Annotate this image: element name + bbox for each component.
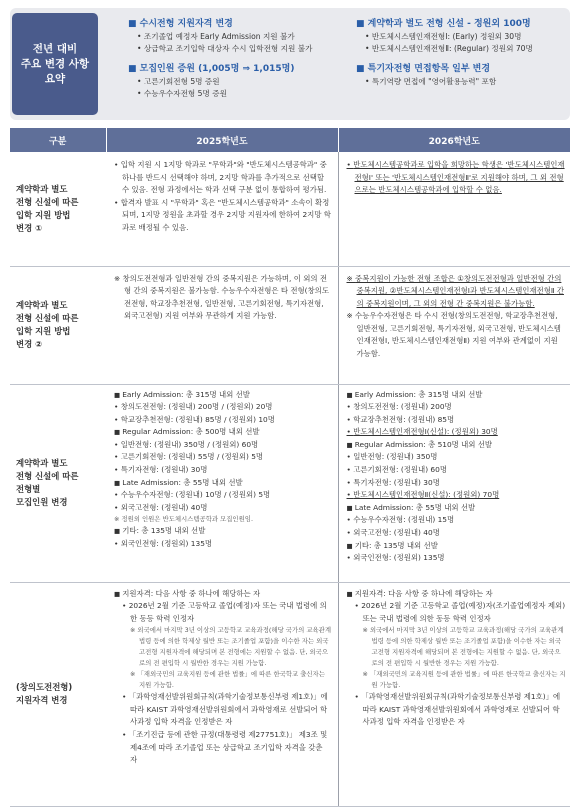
summary-item: • 조기졸업 예정자 Early Admission 지원 불가 [128, 31, 346, 43]
list-item: • 외국인전형: (정원외) 135명 [114, 538, 332, 551]
section-heading: ■ 기타: 총 135명 내외 선발 [347, 540, 567, 553]
summary-right-column [356, 18, 566, 96]
note-item: ※ 외국에서 마지막 3년 이상의 고등학교 교육과정(해당 국가의 교육관계 법령 등에 의한 학제상 월반 또는 조기졸업 포함)을 이수한 자는 외국고전형 지원자격에 해당되며 본 전형에는 지원할 수 없음. 단, 외국으로의 전 편입학 시 월반한 경우는 지원 가능함. [363, 625, 567, 669]
list-item: • 고른기회전형: (정원내) 60명 [347, 464, 567, 477]
note-item: ※ 중복지원이 가능한 전형 조합은 ①창의도전전형과 일반전형 간의 중복지원, ②반도체시스템인재전형Ⅰ과 반도체시스템인재전형Ⅱ 간의 중복지원이며, 그 외의 전형 간 중복지원은 불가능함. [347, 273, 567, 311]
summary-item: • 반도체시스템인재전형Ⅰ: (Early) 정원외 30명 [356, 31, 566, 43]
list-item: • 창의도전전형: (정원내) 200명 [347, 401, 567, 414]
note-item: ※ 창의도전전형과 일반전형 간의 중복지원은 가능하며, 이 외의 전형 간의 중복지원은 불가능함. 수능우수자전형은 타 전형(창의도전전형, 학교장추천전형, 일반전형, 고른기회전형, 특기자전형, 외국고전형) 지원 여부와 무관하게 지원 가능함. [114, 273, 332, 323]
list-item: • 반도체시스템공학과로 입학을 희망하는 학생은 '반도체시스템인재전형Ⅰ' 또는 '반도체시스템인재전형Ⅱ'로 지원해야 하며, 그 외 전형으로는 반도체시스템공학과에 입학할 수 없음. [347, 159, 567, 197]
note-item: ※ 외국에서 마지막 3년 이상의 고등학교 교육과정(해당 국가의 교육관계 법령 등에 의한 학제상 월반 또는 조기졸업 포함)을 이수한 자는 외국고전형 지원자격에 해당되며 본 전형에는 지원할 수 없음. 단, 외국으로의 전 편입학 시 월반한 경우는 지원 가능함. [130, 625, 332, 669]
list-item: • 입학 지원 시 1지망 학과로 "무학과"와 "반도체시스템공학과" 중 하나를 반드시 선택해야 하며, 2지망 학과를 추가적으로 선택할 수 있음. 전형 과정에서는 학과 선택 구분 없이 통합하여 평가됨. [114, 159, 332, 197]
table-row [10, 582, 570, 806]
section-heading: ■ Late Admission: 총 55명 내외 선발 [347, 502, 567, 515]
summary-group [356, 63, 566, 88]
list-item: • 일반전형: (정원내) 350명 [347, 451, 567, 464]
note-item: ※ 「재외국민의 교육지원 등에 관한 법률」에 따른 한국학교 출신자는 지원 가능함. [363, 669, 567, 691]
summary-item: • 반도체시스템인재전형Ⅱ: (Regular) 정원외 70명 [356, 43, 566, 55]
row-label: 계약학과 별도 전형 신설에 따른 전형별 모집인원 변경 [10, 384, 106, 582]
list-item: • 「과학영재선발위원회규칙(과학기술정보통신부령 제1호)」에 따라 KAIST 과학영재선발위원회에서 과학영재로 선발되어 학사과정 입학 자격을 인정받은 자 [355, 691, 567, 729]
list-item: • 수능우수자전형: (정원내) 15명 [347, 514, 567, 527]
section-heading: ■ 지원자격: 다음 사항 중 하나에 해당하는 자 [347, 588, 567, 601]
section-heading: ■ 기타: 총 135명 내외 선발 [114, 525, 332, 538]
summary-heading: ■ 계약학과 별도 전형 신설 - 정원외 100명 [356, 18, 566, 31]
cell-2025 [106, 152, 338, 266]
list-item: • 특기자전형: (정원내) 30명 [114, 464, 332, 477]
list-item: • 특기자전형: (정원내) 30명 [347, 477, 567, 490]
cell-2026 [338, 152, 570, 266]
summary-heading: ■ 특기자전형 면접항목 일부 변경 [356, 63, 566, 76]
list-item: • 일반전형: (정원내) 350명 / (정원외) 60명 [114, 439, 332, 452]
section-heading: ■ Late Admission: 총 55명 내외 선발 [114, 477, 332, 490]
list-item: • 외국고전형: (정원내) 40명 [114, 502, 332, 515]
summary-group [128, 63, 346, 100]
row-label: 계약학과 별도 전형 신설에 따른 입학 지원 방법 변경 ① [10, 152, 106, 266]
cell-2026 [338, 266, 570, 384]
note-item: ※ 정원외 인원은 반도체시스템공학과 모집인원임. [114, 514, 332, 525]
header-2026: 2026학년도 [338, 128, 570, 152]
note-item: ※ 수능우수자전형은 타 수시 전형(창의도전전형, 학교장추천전형, 일반전형, 고른기회전형, 특기자전형, 외국고전형, 반도체시스템인재전형Ⅰ, 반도체시스템인재전형Ⅱ) 지원 여부와 관계없이 지원 가능함. [347, 310, 567, 360]
list-item: • 학교장추천전형: (정원내) 85명 / (정원외) 10명 [114, 414, 332, 427]
list-item: • 외국인전형: (정원외) 135명 [347, 552, 567, 565]
note-item: ※ 「재외국민의 교육지원 등에 관한 법률」에 따른 한국학교 출신자는 지원 가능함. [130, 669, 332, 691]
list-item: • 합격자 발표 시 "무학과" 혹은 "반도체시스템공학과" 소속이 확정되며, 1지망 정원을 초과할 경우 2지망 지원자에 한하여 2지망 학과로 배정될 수 있음. [114, 197, 332, 235]
header-category: 구분 [10, 128, 106, 152]
list-item: • 「과학영재선발위원회규칙(과학기술정보통신부령 제1호)」에 따라 KAIST 과학영재선발위원회에서 과학영재로 선발되어 학사과정 입학 자격을 인정받은 자 [122, 691, 332, 729]
summary-group [128, 18, 346, 55]
summary-item: • 수능우수자전형 5명 증원 [128, 88, 346, 100]
summary-group [356, 18, 566, 55]
cell-2025 [106, 266, 338, 384]
list-item: • 「조기진급 등에 관한 규정(대통령령 제27751호)」 제3조 및 제4조에 따라 조기졸업 또는 상급학교 조기입학 자격을 갖춘 자 [122, 729, 332, 767]
comparison-table [10, 128, 570, 807]
list-item: • 고른기회전형: (정원내) 55명 / (정원외) 5명 [114, 451, 332, 464]
summary-item: • 특기역량 면접에 "영어활용능력" 포함 [356, 76, 566, 88]
section-heading: ■ 지원자격: 다음 사항 중 하나에 해당하는 자 [114, 588, 332, 601]
list-item: • 창의도전전형: (정원내) 200명 / (정원외) 20명 [114, 401, 332, 414]
section-heading: ■ Early Admission: 총 315명 내외 선발 [347, 389, 567, 402]
table-row [10, 152, 570, 266]
list-item: • 2026년 2월 기준 고등학교 졸업(예정)자(조기졸업예정자 제외) 또는 국내 법령에 의한 동등 학력 인정자 [355, 600, 567, 625]
summary-label: 전년 대비 주요 변경 사항 요약 [12, 13, 98, 115]
row-label: (창의도전전형) 지원자격 변경 [10, 582, 106, 806]
table-row [10, 384, 570, 582]
section-heading: ■ Regular Admission: 총 500명 내외 선발 [114, 426, 332, 439]
summary-heading: ■ 수시전형 지원자격 변경 [128, 18, 346, 31]
header-2025: 2025학년도 [106, 128, 338, 152]
table-header-row [10, 128, 570, 152]
list-item: • 학교장추천전형: (정원내) 85명 [347, 414, 567, 427]
list-item: • 2026년 2월 기준 고등학교 졸업(예정)자 또는 국내 법령에 의한 동등 학력 인정자 [122, 600, 332, 625]
cell-2026 [338, 582, 570, 806]
summary-item: • 고른기회전형 5명 증원 [128, 76, 346, 88]
summary-box [10, 8, 570, 120]
cell-2025 [106, 582, 338, 806]
cell-2026 [338, 384, 570, 582]
section-heading: ■ Regular Admission: 총 510명 내외 선발 [347, 439, 567, 452]
list-item: • 반도체시스템인재전형Ⅱ(신설): (정원외) 70명 [347, 489, 567, 502]
section-heading: ■ Early Admission: 총 315명 내외 선발 [114, 389, 332, 402]
summary-heading: ■ 모집인원 증원 (1,005명 ⇒ 1,015명) [128, 63, 346, 76]
summary-item: • 상급학교 조기입학 대상자 수시 입학전형 지원 불가 [128, 43, 346, 55]
list-item: • 반도체시스템인재전형Ⅰ(신설): (정원외) 30명 [347, 426, 567, 439]
list-item: • 외국고전형: (정원내) 40명 [347, 527, 567, 540]
cell-2025 [106, 384, 338, 582]
summary-left-column [128, 18, 346, 108]
table-row [10, 266, 570, 384]
list-item: • 수능우수자전형: (정원내) 10명 / (정원외) 5명 [114, 489, 332, 502]
row-label: 계약학과 별도 전형 신설에 따른 입학 지원 방법 변경 ② [10, 266, 106, 384]
